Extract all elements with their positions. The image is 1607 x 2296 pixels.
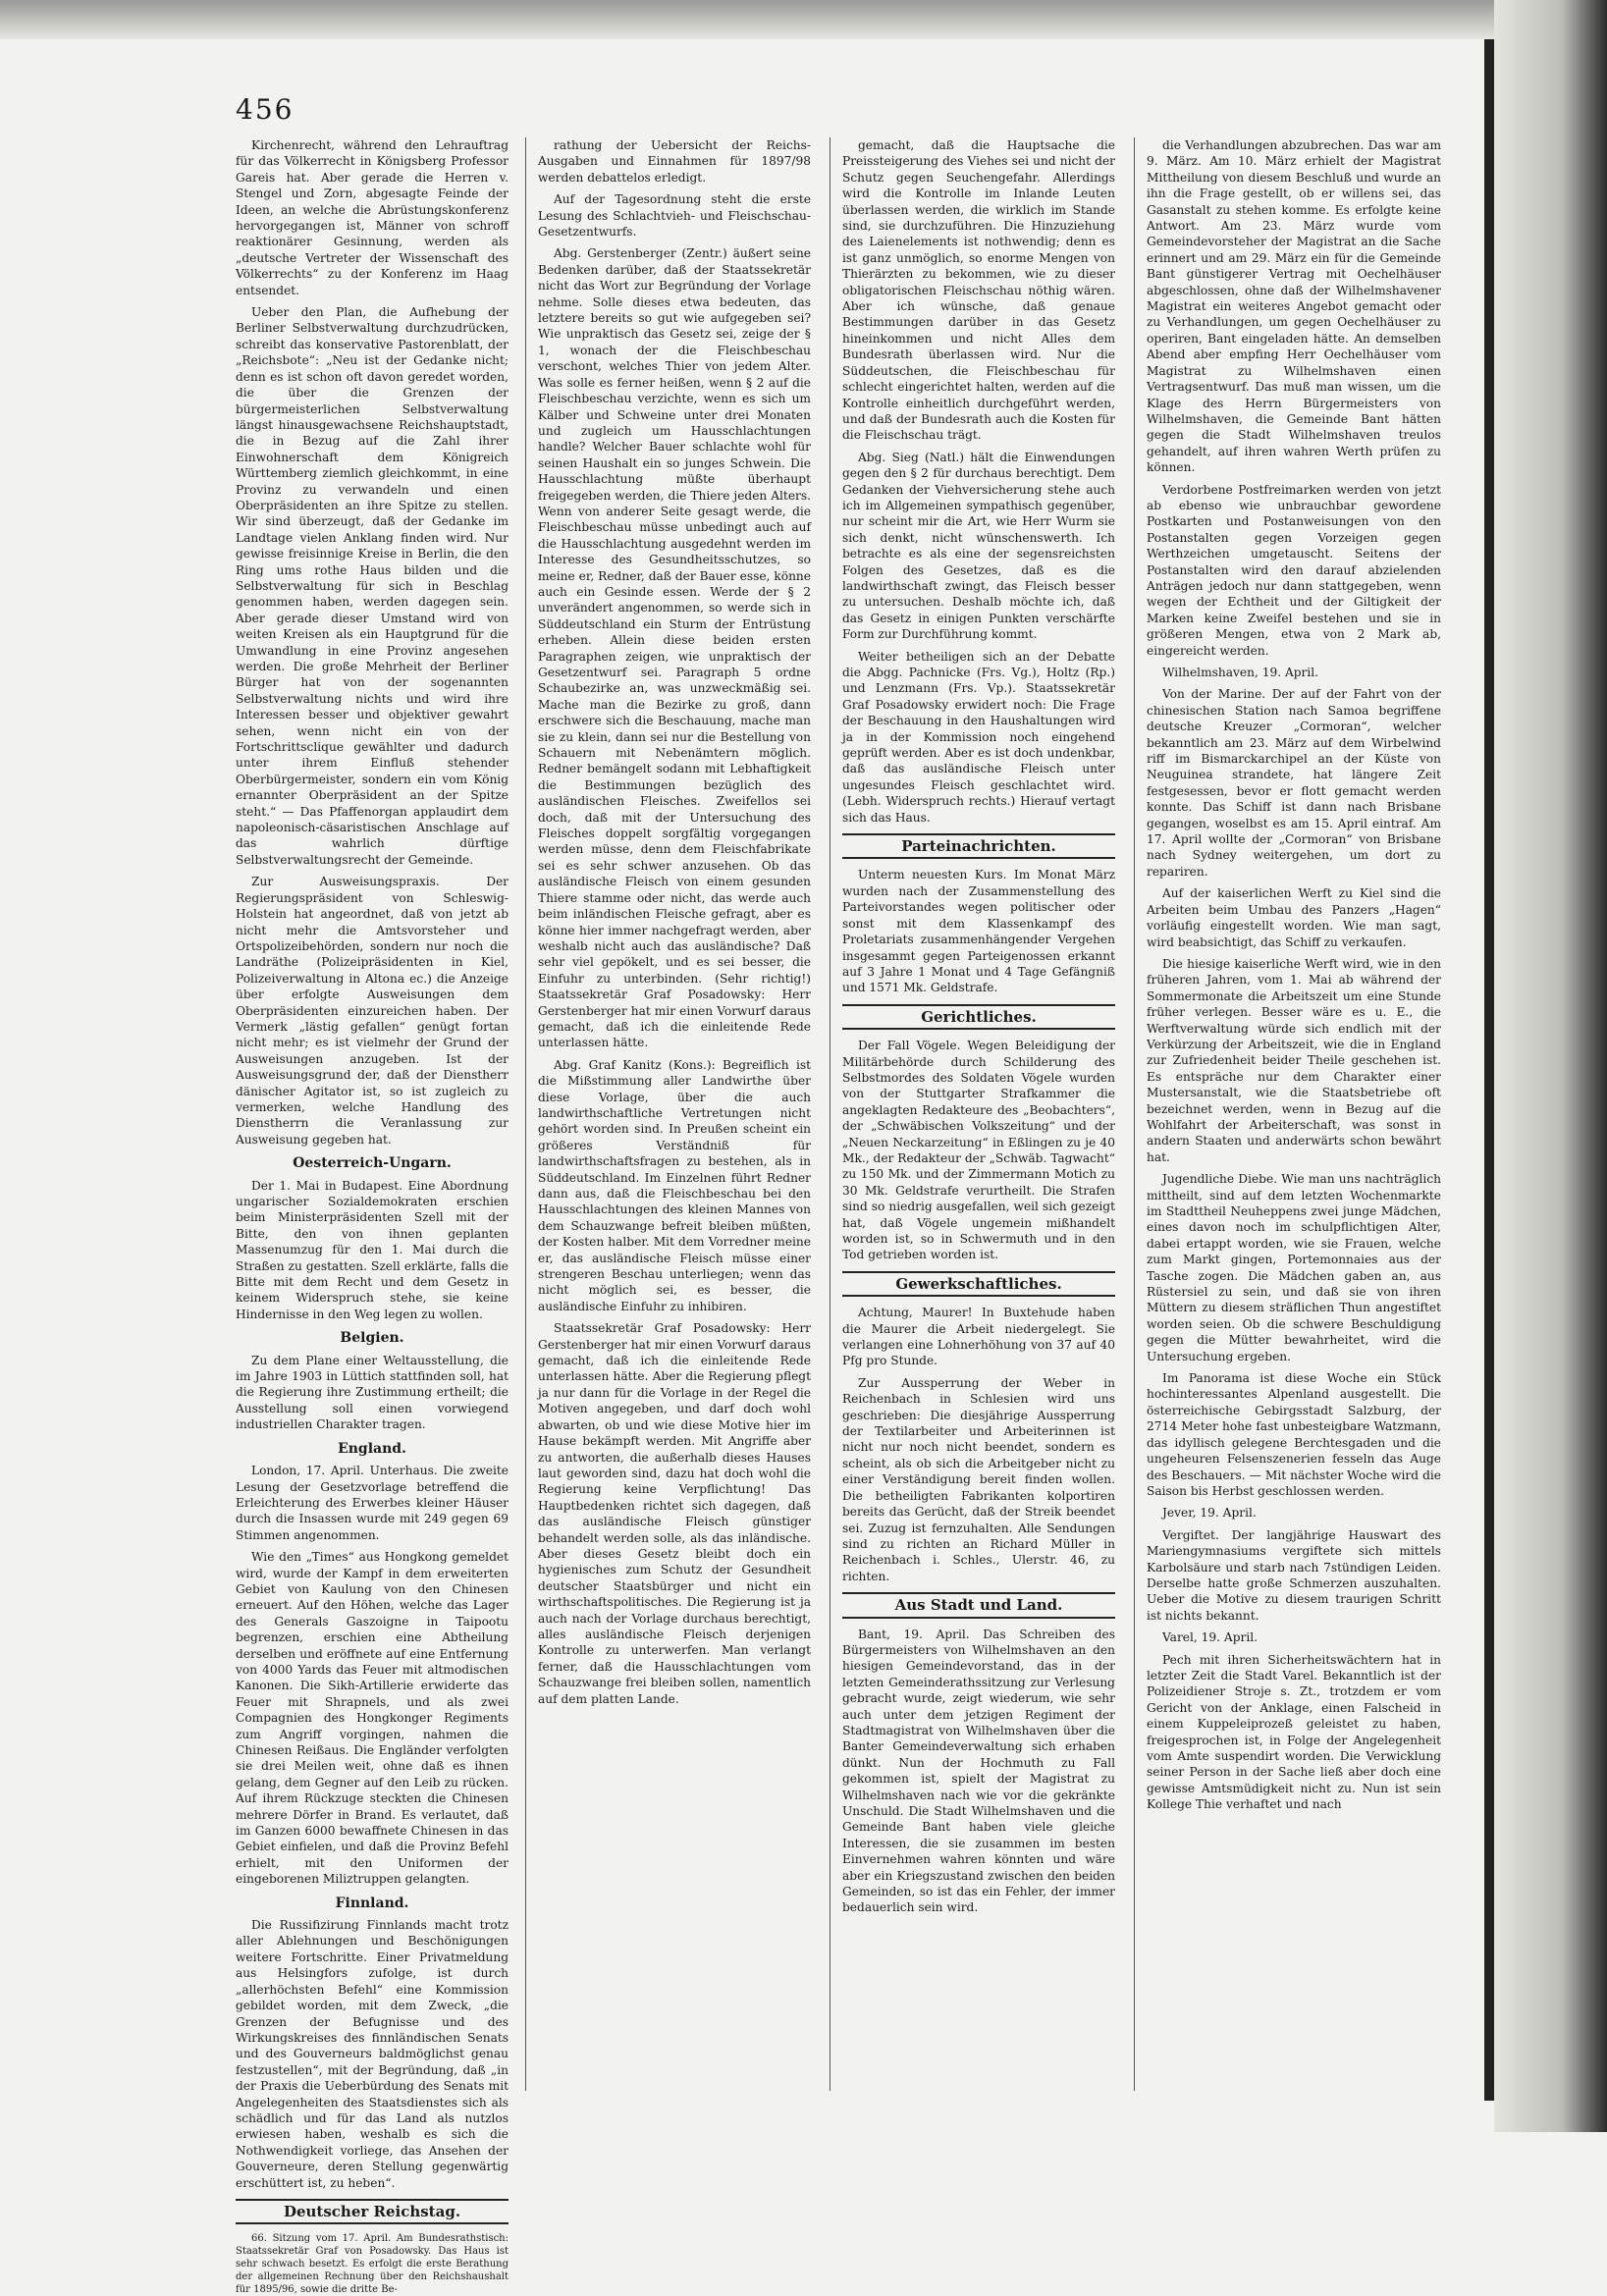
column-1 <box>236 137 509 2296</box>
article-paragraph: Ueber den Plan, die Aufhebung der Berliner Selbstverwaltung durchzudrücken, schreibt das konservative Pastorenblatt, der „Reichsbote“: „Neu ist der Gedanke nicht; denn es ist schon oft davon geredet worden, die über die Grenzen der bürgermeisterlichen Selbstverwaltung längst hinausgewachsene Reichshauptstadt, die in Bezug auf die Zahl ihrer Einwohnerschaft dem Königreich Württemberg ziemlich gleichkommt, in eine Provinz zu verwandeln und einen Oberpräsidenten an ihre Spitze zu stellen. Wir sind überzeugt, daß der Gedanke im Landtage vielen Anklang finden wird. Nur gewisse freisinnige Kreise in Berlin, die den Ring ums rothe Haus bilden und die Selbstverwaltung für sich in Beschlag genommen haben, werden dagegen sein. Aber gerade dieser Umstand wird von weiten Kreisen als ein Hauptgrund für die Umwandlung in eine Provinz angesehen werden. Die große Mehrheit der Berliner Bürger hat von der sogenannten Selbstverwaltung nichts und wird ihre Interessen besser und objektiver gewahrt sehen, wenn nicht ein von der Fortschrittsclique gewählter und dadurch unter ihrem Einfluß stehender Oberbürgermeister, sondern ein vom König ernannter Oberpräsident an der Spitze steht.“ — Das Pfaffenorgan applaudirt dem napoleonisch-cäsaristischen Anschlage auf das wahrlich dürftige Selbstverwaltungsrecht der Gemeinde. <box>236 305 509 867</box>
article-paragraph: Der 1. Mai in Budapest. Eine Abordnung ungarischer Sozialdemokraten erschien beim Ministerpräsidenten Szell mit der Bitte, den von ihnen geplanten Massenumzug für den 1. Mai durch die Straßen zu gestatten. Szell erklärte, falls die Bitte mit dem Recht und dem Gesetz in keinem Widerspruch stehe, sie keine Hindernisse in den Weg legen zu wollen. <box>236 1178 509 1321</box>
article-paragraph: Zur Aussperrung der Weber in Reichenbach in Schlesien wird uns geschrieben: Die diesjährige Aussperrung der Textilarbeiter und Arbeiterinnen ist nicht nur noch nicht beendet, sondern es scheint, als ob sich die Arbeitgeber nicht zu einer Verständigung bereit finden wollen. Die betheiligten Fabrikanten kolportiren bereits das Gerücht, daß der Streik beendet sei. Zuzug ist fernzuhalten. Alle Sendungen sind zu richten an Richard Müller in Reichenbach i. Schles., Ulerstr. 46, zu richten. <box>842 1375 1115 1583</box>
article-paragraph: Staatssekretär Graf Posadowsky: Herr Gerstenberger hat mir einen Vorwurf daraus gemacht, daß ich die einleitende Rede unterlassen hätte. Aber die Regierung pflegt ja nur dann für die Vorlage in der Regel die Motiven angegeben, und darf doch wohl abwarten, ob und wie diese Motive hier im Hause bekämpft werden. Mit Angriffe aber zu antworten, die außerhalb dieses Hauses laut geworden sind, dazu hat doch wohl die Regierung keine Verpflichtung! Das Hauptbedenken richtet sich dagegen, daß das ausländische Fleisch günstiger behandelt werden solle, als das inländische. Aber dieses Gesetz bleibt doch ein hygienisches zum Schutz der Gesundheit deutscher Staatsbürger und nicht ein wirthschaftspolitisches. Die Regierung ist ja auch nach der Vorlage durchaus berechtigt, alles ausländische Fleisch derjenigen Kontrolle zu unterwerfen. Man verlangt ferner, daß die Hausschlachtungen vom Schauzwange frei bleiben sollen, namentlich auf dem platten Lande. <box>538 1321 811 1706</box>
article-paragraph: Von der Marine. Der auf der Fahrt von der chinesischen Station nach Samoa begriffene deutsche Kreuzer „Cormoran“, welcher bekanntlich am 23. März auf dem Wirbelwind riff im Bismarckarchipel an der Küste von Neuguinea strandete, hat längere Zeit festgesessen, bevor er flott gemacht werden konnte. Das Schiff ist dann nach Brisbane gegangen, woselbst es am 15. April eintraf. Am 17. April wollte der „Cormoran“ von Brisbane nach Sydney weitergehen, um dort zu repariren. <box>1147 687 1441 879</box>
report-note: 66. Sitzung vom 17. April. Am Bundesrathstisch: Staatssekretär Graf von Posadowsky. Das Haus ist sehr schwach besetzt. Es erfolgt die erste Berathung der allgemeinen Rechnung über den Reichshaushalt für 1895/96, sowie die dritte Be- <box>236 2233 509 2296</box>
section-box-heading: Aus Stadt und Land. <box>842 1592 1115 1618</box>
article-paragraph: Vergiftet. Der langjährige Hauswart des Mariengymnasiums vergiftete sich mittels Karbolsäure und starb nach 7stündigen Leiden. Derselbe hatte große Schmerzen auszuhalten. Ueber die Motive zu diesem traurigen Schritt ist nichts bekannt. <box>1147 1527 1441 1623</box>
column-rule <box>1134 137 1135 2091</box>
section-box-heading: Parteinachrichten. <box>842 833 1115 859</box>
article-paragraph: Die Russifizirung Finnlands macht trotz aller Ablehnungen und Beschönigungen weitere Fortschritte. Einer Privatmeldung aus Helsingfors zufolge, ist durch „allerhöchsten Befehl“ eine Kommission gebildet worden, mit dem Zweck, „die Grenzen der Befugnisse und des Wirkungskreises des finnländischen Senats und des Gouverneurs baldmöglichst genau festzustellen“, mit der Begründung, daß „in der Praxis die Ueberbürdung des Senats mit Angelegenheiten des Staatsdienstes sich als schädlich und für das Land als nutzlos erwiesen haben, weshalb es sich die Nothwendigkeit vorliege, das Ansehen der Gouverneure, deren Stellung gegenwärtig erschüttert ist, zu heben“. <box>236 1918 509 2190</box>
column-rule <box>525 137 526 2091</box>
article-paragraph: Wie den „Times“ aus Hongkong gemeldet wird, wurde der Kampf in dem erweiterten Gebiet von Kaulung von den Chinesen erneuert. Auf den Höhen, welche das Lager des Generals Gaszoigne in Taipootu begrenzen, erschien eine Abtheilung derselben und eröffnete auf eine Entfernung von 4000 Yards das Feuer mit altmodischen Kanonen. Die Sikh-Artillerie erwiderte das Feuer mit Shrapnels, und als zwei Compagnien des Hongkonger Regiments zum Angriff vorgingen, nahmen die Chinesen Reißaus. Die Engländer verfolgten sie drei Meilen weit, ohne daß es ihnen gelang, dem Gegner auf den Leib zu rücken. Auf ihrem Rückzuge steckten die Chinesen mehrere Dörfer in Brand. Es verlautet, daß im Ganzen 6000 bewaffnete Chinesen in das Gebiet einfielen, und daß die Provinz Befehl erhielt, mit den Uniformen der eingeborenen Miliztruppen gelangten. <box>236 1550 509 1887</box>
section-box-heading: Deutscher Reichstag. <box>236 2199 509 2224</box>
article-paragraph: London, 17. April. Unterhaus. Die zweite Lesung der Gesetzvorlage betreffend die Erleichterung des Erwerbes kleiner Häuser durch die Insassen wurde mit 249 gegen 69 Stimmen angenommen. <box>236 1464 509 1542</box>
article-paragraph: Jugendliche Diebe. Wie man uns nachträglich mittheilt, sind auf dem letzten Wochenmarkte im Stadttheil Neuheppens zwei junge Mädchen, eines davon noch im schulpflichtigen Alter, dabei ertappt worden, wie sie Frauen, welche zum Markt gingen, Portemonnaies aus der Tasche zogen. Die Mädchen gaben an, aus Rüstersiel zu sein, und daß sie von ihren Müttern zu diesem sträflichen Thun angestiftet worden seien. Ob die schwere Beschuldigung gegen die Mütter bewahrheitet, wird die Untersuchung ergeben. <box>1147 1172 1441 1363</box>
section-box-heading: Gewerkschaftliches. <box>842 1271 1115 1297</box>
article-paragraph: Verdorbene Postfreimarken werden von jetzt ab ebenso wie unbrauchbar gewordene Postkarten und Postanweisungen von den Postanstalten gegen Vorzeigen gegen Werthzeichen umgetauscht. Seitens der Postanstalten wird den darauf abzielenden Anträgen jedoch nur dann stattgegeben, wenn wegen der Echtheit und der Giltigkeit der Marken keine Zweifel bestehen und sie in größeren Mengen, etwa von 2 Mark ab, eingereicht werden. <box>1147 482 1441 658</box>
article-paragraph: Zur Ausweisungspraxis. Der Regierungspräsident von Schleswig-Holstein hat angeordnet, daß von jetzt ab nicht mehr die Amtsvorsteher und Ortspolizeibehörden, sondern nur noch die Landräthe (Polizeipräsidenten in Kiel, Polizeiverwaltung in Altona ec.) die Anzeige über erfolgte Ausweisungen dem Oberpräsidenten einzureichen haben. Der Vermerk „lästig gefallen“ genügt fortan nicht mehr; es ist vielmehr der Grund der Ausweisungen anzugeben. Ist der Ausweisungsgrund der, daß der Dienstherr dänischer Agitator ist, so ist zugleich zu vermerken, welche Handlung des Dienstherrn die Veranlassung zur Ausweisung gegeben hat. <box>236 875 509 1147</box>
article-paragraph: Achtung, Maurer! In Buxtehude haben die Maurer die Arbeit niedergelegt. Sie verlangen eine Lohnerhöhung von 37 auf 40 Pfg pro Stunde. <box>842 1306 1115 1368</box>
article-paragraph: gemacht, daß die Hauptsache die Preissteigerung des Viehes sei und nicht der Schutz gegen Seuchengefahr. Allerdings wird die Kontrolle im Inlande Leuten überlassen werden, die wirklich im Stande sind, sie durchzuführen. Die Hinzuziehung des Laienelements ist nothwendig; denn es ist ganz unmöglich, so enorme Mengen von Thierärzten zu bekommen, wie zu dieser obligatorischen Fleischschau nöthig wären. Aber ich wünsche, daß genaue Bestimmungen darüber in das Gesetz hineinkommen und nicht Alles dem Bundesrath überlassen wird. Nur die Süddeutschen, die Fleischbeschau für schlecht eingerichtet halten, werden auf die Kontrolle einheitlich durchgeführt werden, und daß der Bundesrath auch die Kosten für die Fleischschau trägt. <box>842 138 1115 443</box>
article-paragraph: Zu dem Plane einer Weltausstellung, die im Jahre 1903 in Lüttich stattfinden soll, hat die Regierung ihre Zustimmung ertheilt; die Ausstellung soll einen vorwiegend industriellen Charakter tragen. <box>236 1353 509 1432</box>
section-heading: Finnland. <box>335 1895 409 1911</box>
section-heading: Oesterreich-Ungarn. <box>293 1155 452 1172</box>
binding-strip <box>1484 39 1494 2101</box>
article-paragraph: Im Panorama ist diese Woche ein Stück hochinteressantes Alpenland ausgestellt. Die österreichische Gebirgsstadt Salzburg, der 2714 Meter hohe fast unbesteigbare Watzmann, das idyllisch gelegene Berchtesgaden und die ungeheuren Felsenszenerien fesseln das Auge des Beschauers. — Mit nächster Woche wird die Saison bis Herbst geschlossen werden. <box>1147 1371 1441 1498</box>
column-3 <box>842 137 1115 2091</box>
page-top-shadow <box>0 0 1607 39</box>
column-2 <box>538 137 811 2091</box>
section-box-heading: Gerichtliches. <box>842 1004 1115 1030</box>
article-paragraph: Weiter betheiligen sich an der Debatte die Abgg. Pachnicke (Frs. Vg.), Holtz (Rp.) und Lenzmann (Frs. Vp.). Staatssekretär Graf Posadowsky erwidert noch: Die Frage der Beschauung in den Haushaltungen wird ja in der Kommission noch eingehend geprüft werden. Aber es ist doch undenkbar, daß das ausländische Fleisch unter ungesundes Fleisch geschlachtet wird. (Lebh. Widerspruch rechts.) Hierauf vertagt sich das Haus. <box>842 649 1115 825</box>
article-paragraph: Abg. Graf Kanitz (Kons.): Begreiflich ist die Mißstimmung aller Landwirthe über diese Vorlage, über die auch landwirthschaftliche Vertretungen nicht gehört worden sind. In Preußen scheint ein größeres Verständniß für landwirthschaftsfragen zu bestehen, als in Süddeutschland. Im Einzelnen führt Redner dann aus, daß die Fleischbeschau bei den Hausschlachtungen des kleinen Mannes von dem Schauzwange befreit bleiben müßten, der Kosten halber. Mit dem Vorredner meine er, das ausländische Fleisch müsse einer strengeren Beschau unterliegen; wenn das nicht möglich sei, es besser, die ausländische Einfuhr zu inhibiren. <box>538 1057 811 1313</box>
article-paragraph: Der Fall Vögele. Wegen Beleidigung der Militärbehörde durch Schilderung des Selbstmordes des Soldaten Vögele wurden von der Stuttgarter Strafkammer die angeklagten Redakteure des „Beobachters“, der „Schwäbischen Volkszeitung“ und der „Neuen Neckarzeitung“ in Eßlingen zu je 40 Mk., der Redakteur der „Schwäb. Tagwacht“ zu 150 Mk. und der Zimmermann Motich zu 30 Mk. Geldstrafe verurtheilt. Die Strafen sind so niedrig ausgefallen, weil sich gezeigt hat, daß Vögele ungemein mißhandelt worden ist, so in Schwermuth und in den Tod getrieben worden ist. <box>842 1039 1115 1262</box>
article-paragraph: Wilhelmshaven, 19. April. <box>1162 666 1319 679</box>
section-heading: England. <box>338 1440 406 1457</box>
article-paragraph: die Verhandlungen abzubrechen. Das war am 9. März. Am 10. März erhielt der Magistrat Mittheilung von diesem Beschluß und wurde an ihn die Frage gestellt, ob er willens sei, das Gasanstalt zu stehen komme. Es erfolgte keine Antwort. Am 23. März wurde vom Gemeindevorsteher der Magistrat an die Sache erinnert und am 29. März ein für die Gemeinde Bant günstigerer Vertrag mit Oechelhäuser abgeschlossen, ohne daß der Wilhelmshavener Magistrat ein weiteres Angebot gemacht oder zu Verhandlungen, um gegen Oechelhäuser zu operiren, Bant eingeladen hätte. An demselben Abend aber empfing Herr Oechelhäuser vom Magistrat zu Wilhelmshaven einen Vertragsentwurf. Das muß man wissen, um die Klage des Herrn Bürgermeisters von Wilhelmshaven, die Gemeinde Bant hätten gegen die Stadt Wilhelmshaven treulos gehandelt, auf ihren wahren Werth prüfen zu können. <box>1147 138 1441 475</box>
page-number: 456 <box>236 93 295 126</box>
article-paragraph: Abg. Sieg (Natl.) hält die Einwendungen gegen den § 2 für durchaus berechtigt. Dem Gedanken der Viehversicherung stehe auch ich im Allgemeinen sympathisch gegenüber, nur scheint mir die Art, wie Herr Wurm sie sich denkt, nicht wünschenswerth. Ich betrachte es als eine der segensreichsten Folgen des Gesetzes, daß es die landwirthschaft zwingt, das Fleisch besser zu untersuchen. Deshalb möchte ich, daß das Gesetz in einigen Punkten verschärfte Form zur Durchführung kommt. <box>842 450 1115 642</box>
article-paragraph: Bant, 19. April. Das Schreiben des Bürgermeisters von Wilhelmshaven an den hiesigen Gemeindevorstand, das in der letzten Gemeinderathssitzung zur Verlesung gebracht wurde, zeigt wiederum, wie sehr auch unter dem jetzigen Regiment der Stadtmagistrat von Wilhelmshaven über die Banter Gemeindeverwaltung sich erhaben dünkt. Nun der Hochmuth zu Fall gekommen ist, spielt der Magistrat zu Wilhelmshaven nach wie vor die gekränkte Unschuld. Die Stadt Wilhelmshaven und die Gemeinde Bant haben viele gleiche Interessen, die sie zusammen im besten Einvernehmen wahren könnten und wäre aber ein Kriegszustand zwischen den beiden Gemeinden, so ist das ein Fehler, der immer bedauerlich sein wird. <box>842 1627 1115 1915</box>
article-paragraph: Auf der kaiserlichen Werft zu Kiel sind die Arbeiten beim Umbau des Panzers „Hagen“ vorläufig eingestellt worden. Wie man sagt, wird beabsichtigt, das Schiff zu verkaufen. <box>1147 886 1441 949</box>
article-paragraph: Kirchenrecht, während den Lehrauftrag für das Völkerrecht in Königsberg Professor Gareis hat. Aber gerade die Herren v. Stengel und Zorn, abgesagte Feinde der Ideen, an welche die Abrüstungskonferenz hervorgegangen ist, Männer von schroff reaktionärer Gesinnung, werden als „deutsche Vertreter der Wissenschaft des Völkerrechts“ zu der Konferenz im Haag entsendet. <box>236 138 509 297</box>
article-paragraph: Auf der Tagesordnung steht die erste Lesung des Schlachtvieh- und Fleischschau-Gesetzentwurfs. <box>538 192 811 240</box>
section-heading: Belgien. <box>340 1330 404 1347</box>
article-paragraph: Abg. Gerstenberger (Zentr.) äußert seine Bedenken darüber, daß der Staatssekretär nicht das Wort zur Begründung der Vorlage nehme. Solle dieses etwa bedeuten, das letztere bereits so gut wie aufgegeben sei? Wie unpraktisch das Gesetz sei, zeige der § 1, wonach der die Fleischbeschau verschont, welches Thier von jedem Alter. Was solle es ferner heißen, wenn § 2 auf die Fleischbeschau verzichte, wenn es sich um Kälber und Schweine unter drei Monaten und zugleich um Hausschlachtungen handle? Welcher Bauer schlachte wohl für seinen Haushalt ein so junges Schwein. Die Hausschlachtung müßte überhaupt freigegeben werden, die Thiere jeden Alters. Wenn von anderer Seite gesagt werde, die Fleischbeschau müsse unbedingt auch auf die Hausschlachtung ausgedehnt werden im Interesse des Gesundheitsschutzes, so meine er, Redner, daß der Bauer esse, könne auch ein Gesinde essen. Werde der § 2 unverändert angenommen, so werde sich in Süddeutschland ein Sturm der Entrüstung erheben. Allein diese beiden ersten Paragraphen zeigen, wie unpraktisch der Gesetzentwurf sei. Paragraph 5 ordne Schaubezirke an, was unzweckmäßig sei. Mache man die Bezirke zu groß, dann erschwere sich die Beschauung, mache man sie zu klein, dann sei nur die Bestellung von Schauern mit Nebenämtern möglich. Redner bemängelt sodann mit Lebhaftigkeit die Bestimmungen bezüglich des ausländischen Fleisches. Zweifellos sei doch, daß mit der Untersuchung des Fleisches doppelt sorgfältig vorgegangen werden müsse, denn dem Fleischfabrikate sei es sehr schwer anzusehen. Ob das ausländische Fleisch von einem gesunden Thiere stamme oder nicht, das werde auch beim inländischen Fleische gefragt, aber es könne hier immer nachgefragt werden, aber weshalb nicht auch das ausländische? Daß sehr viel gepökelt, und es sei besser, die Einfuhr zu unterbinden. (Sehr richtig!) Staatssekretär Graf Posadowsky: Herr Gerstenberger hat mir einen Vorwurf daraus gemacht, daß ich die einleitende Rede unterlassen hätte. <box>538 246 811 1050</box>
article-paragraph: Die hiesige kaiserliche Werft wird, wie in den früheren Jahren, vom 1. Mai ab während der Sommermonate die Arbeitszeit um eine Stunde früher verlegen. Besser wäre es u. E., die Werftverwaltung würde sich endlich mit der Verkürzung der Arbeitszeit, wie die in England zur Zufriedenheit beider Theile geschehen ist. Es entspräche nur dem Charakter einer Mustersanstalt, wie die Staatsbetriebe oft bezeichnet werden, wenn in Bezug auf die Wohlfahrt der Arbeiterschaft, was sonst in andern Staaten und anderwärts schon bewährt hat. <box>1147 956 1441 1164</box>
article-paragraph: Unterm neuesten Kurs. Im Monat März wurden nach der Zusammenstellung des Parteivorstandes wegen politischer oder sonst mit dem Klassenkampf des Proletariats zusammenhängender Vergehen insgesammt gegen Parteigenossen erkannt auf 3 Jahre 1 Monat und 4 Tage Gefängniß und 1571 Mk. Geldstrafe. <box>842 868 1115 995</box>
article-paragraph: Pech mit ihren Sicherheitswächtern hat in letzter Zeit die Stadt Varel. Bekanntlich ist der Polizeidiener Stroje s. Zt., trotzdem er vom Gericht von der Anklage, einen Falscheid in einem Kuppeleiprozeß geleistet zu haben, freigesprochen ist, in Folge der Angelegenheit vom Amte suspendirt worden. Die Verwicklung seiner Person in der Sache ließ aber doch eine gewisse Amtsmüdigkeit nicht zu. Nun ist sein Kollege Thie verhaftet und nach <box>1147 1652 1441 1812</box>
article-paragraph: Jever, 19. April. <box>1162 1506 1257 1521</box>
column-4 <box>1147 137 1441 2091</box>
book-binding <box>1494 0 1607 2132</box>
article-paragraph: Varel, 19. April. <box>1162 1630 1258 1645</box>
article-paragraph: rathung der Uebersicht der Reichs-Ausgaben und Einnahmen für 1897/98 werden debattelos erledigt. <box>538 138 811 185</box>
